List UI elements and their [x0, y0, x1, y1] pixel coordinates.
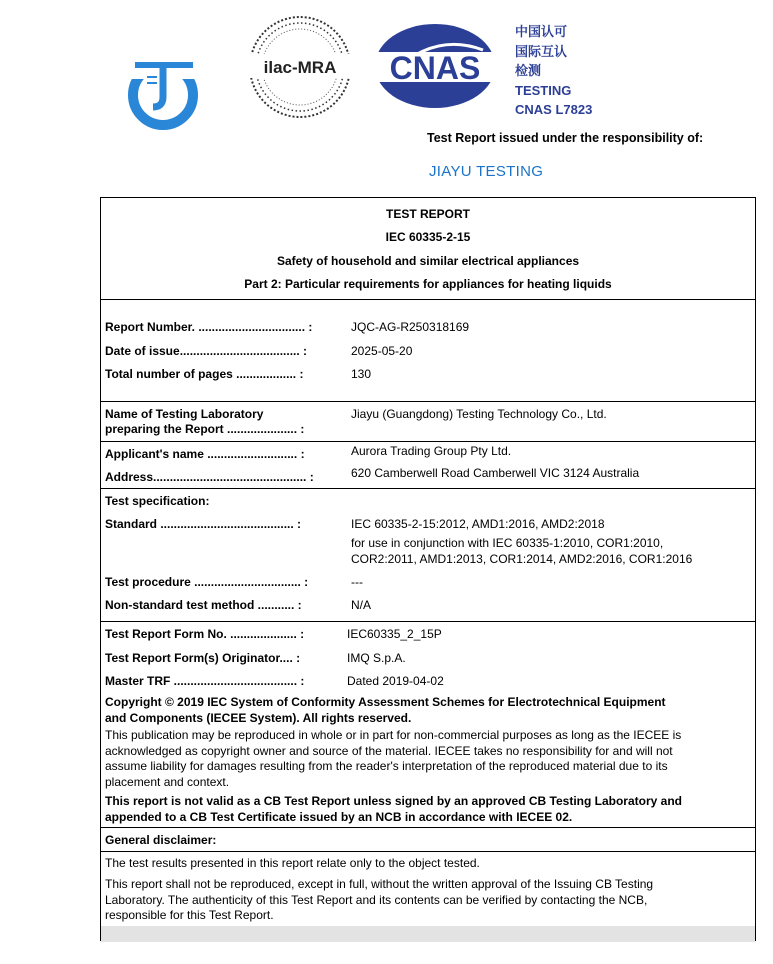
title-section: [101, 198, 755, 300]
disclaimer-para-line: This report shall not be reproduced, except in full, without the written approval of the Issuing CB Testing: [105, 877, 654, 891]
disclaimer-paragraph: [105, 877, 747, 924]
lab-name-label: Name of Testing Laboratory: [105, 407, 264, 421]
disclaimer-heading: General disclaimer:: [105, 833, 217, 847]
report-number-value: JQC-AG-R250318169: [351, 320, 470, 334]
test-procedure-value: ---: [351, 575, 363, 589]
lab-section: [101, 402, 755, 442]
publication-line: assume liability for damages resulting from the reader's interpretation of the reproduced material due to its: [105, 759, 668, 773]
form-number-value: IEC60335_2_15P: [347, 627, 442, 641]
report-title: TEST REPORT: [385, 207, 470, 221]
disclaimer-line: The test results presented in this report relate only to the object tested.: [105, 856, 480, 870]
cnas-line: 国际互认: [515, 43, 568, 59]
total-pages-label: Total number of pages .................. :: [105, 367, 304, 381]
non-standard-value: N/A: [351, 598, 372, 612]
ilac-mra-logo-icon: [247, 14, 353, 120]
footer-gray-bar: [101, 926, 755, 942]
form-originator-label: Test Report Form(s) Originator.... :: [105, 651, 301, 665]
non-standard-label: Non-standard test method ........... :: [105, 598, 302, 612]
lab-name-label-2: preparing the Report ..................... :: [105, 422, 305, 436]
conjunction-line-2: COR2:2011, AMD1:2013, COR1:2014, AMD2:2016, COR1:2016: [351, 552, 693, 566]
master-trf-label: Master TRF ..................................... :: [105, 674, 305, 688]
form-originator-value: IMQ S.p.A.: [347, 651, 406, 665]
publication-line: acknowledged as copyright owner and source of the material. IECEE takes no responsibility for and will not: [105, 743, 673, 758]
publication-line: placement and context.: [105, 774, 230, 789]
report-info-section: [101, 300, 755, 402]
cnas-logo-icon: [373, 22, 498, 110]
responsibility-text: Test Report issued under the responsibility of:: [427, 131, 704, 145]
date-issue-label: Date of issue.................................... :: [105, 344, 308, 358]
validity-line: appended to a CB Test Certificate issued by an NCB in accordance with IECEE 02.: [105, 809, 573, 824]
validity-line: This report is not valid as a CB Test Report unless signed by an approved CB Testing Laboratory and: [105, 794, 682, 808]
applicant-section: [101, 442, 755, 489]
address-value: 620 Camberwell Road Camberwell VIC 3124 Australia: [351, 466, 640, 480]
cnas-line: TESTING: [515, 82, 572, 98]
copyright-line: Copyright © 2019 IEC System of Conformity Assessment Schemes for Electrotechnical Equipment: [105, 695, 666, 709]
report-number-label: Report Number. ................................ :: [105, 320, 313, 334]
total-pages-value: 130: [351, 367, 372, 381]
master-trf-value: Dated 2019-04-02: [347, 674, 444, 688]
svg-text:ilac-MRA: ilac-MRA: [263, 58, 337, 77]
form-number-label: Test Report Form No. .................... :: [105, 627, 305, 641]
validity-notice: [105, 794, 747, 825]
date-issue-value: 2025-05-20: [351, 344, 413, 358]
address-label: Address.............................................. :: [105, 470, 314, 484]
conjunction-line-1: for use in conjunction with IEC 60335-1:2010, COR1:2010,: [351, 536, 664, 550]
test-spec-section: [101, 489, 755, 622]
jiayu-logo-icon: [123, 55, 203, 135]
title-part: Part 2: Particular requirements for appliances for heating liquids: [244, 277, 612, 291]
disclaimer-para-line: Laboratory. The authenticity of this Test Report and its contents can be verified by contacting the NCB,: [105, 892, 648, 907]
form-section: [101, 622, 755, 828]
cnas-line: 检测: [515, 63, 542, 78]
applicant-value: Aurora Trading Group Pty Ltd.: [351, 444, 512, 458]
cnas-line: 中国认可: [515, 24, 568, 39]
copyright-notice: [105, 695, 747, 726]
copyright-line: and Components (IECEE System). All rights reserved.: [105, 710, 412, 725]
test-procedure-label: Test procedure ................................ :: [105, 575, 309, 589]
report-table: [100, 197, 756, 941]
lab-name-value: Jiayu (Guangdong) Testing Technology Co., Ltd.: [351, 407, 607, 421]
standard-value: IEC 60335-2-15:2012, AMD1:2016, AMD2:2018: [351, 517, 605, 531]
standard-code: IEC 60335-2-15: [385, 230, 471, 244]
standard-label: Standard ........................................ :: [105, 517, 302, 531]
publication-line: This publication may be reproduced in whole or in part for non-commercial purposes as long as the IECEE is: [105, 728, 682, 742]
test-spec-heading: Test specification:: [105, 494, 210, 508]
disclaimer-section: [101, 828, 755, 942]
cnas-accreditation-text: [515, 22, 592, 120]
disclaimer-para-line: responsible for this Test Report.: [105, 908, 274, 922]
title-subject: Safety of household and similar electrical appliances: [276, 254, 580, 268]
applicant-label: Applicant's name ........................... :: [105, 447, 305, 461]
svg-text:CNAS: CNAS: [389, 50, 481, 86]
publication-notice: [105, 728, 747, 790]
lab-brand-name: JIAYU TESTING: [429, 163, 544, 180]
cnas-line: CNAS L7823: [515, 102, 593, 117]
